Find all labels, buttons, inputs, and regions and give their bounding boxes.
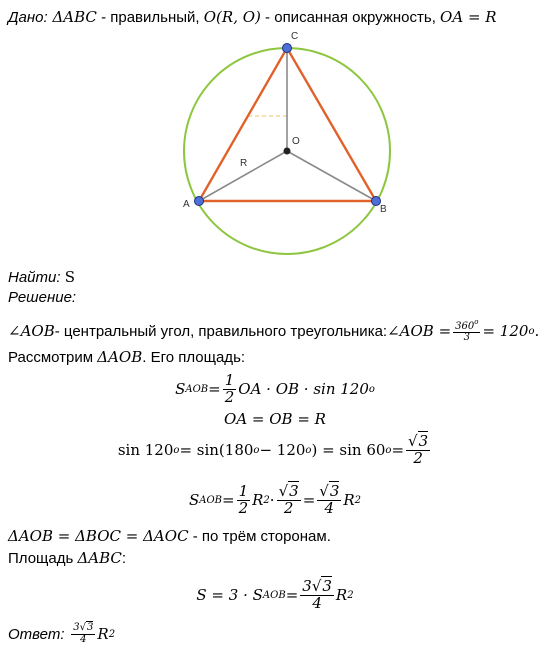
given-circle: O(R, O): [203, 8, 261, 26]
point-c: [283, 44, 292, 53]
final-formula: S = 3 · S AOB = $\frac{3√3}{4}$ R 2: [196, 576, 354, 612]
given-text-2: - описанная окружность,: [260, 9, 441, 26]
consider-line: Рассмотрим ΔAOB. Его площадь:: [8, 348, 246, 366]
find-line: [8, 268, 75, 286]
oa-ob-line: OA = OB = R: [224, 410, 326, 428]
given-label: Дано:: [8, 9, 48, 26]
triangle-figure: [0, 0, 550, 260]
given-text-1: - правильный,: [96, 9, 204, 26]
label-r: R: [240, 158, 248, 169]
answer-fraction: $\frac{3√3}{4}$: [73, 622, 94, 645]
answer-label: Ответ:: [8, 625, 65, 643]
point-o: [284, 148, 291, 155]
central-angle-c: ∠AOB =: [387, 322, 452, 340]
given-triangle: ΔABC: [52, 8, 97, 26]
given-radius-eq: OA = R: [440, 8, 497, 26]
find-label: Найти:: [8, 269, 61, 286]
label-o: O: [292, 136, 300, 147]
fraction-sqrt3-2: $\frac{√3}{2}$: [408, 431, 429, 467]
central-angle-a: ∠AOB: [8, 322, 55, 340]
label-c: C: [291, 31, 299, 42]
equal-triangles-line: ΔAOB = ΔBOC = ΔAOC - по трём сторонам.: [8, 527, 331, 545]
central-angle-d: = 120: [482, 322, 529, 340]
fraction-half: $\frac{1}{2}$: [224, 370, 235, 406]
area-formula: S AOB = $\frac{1}{2}$ OA · OB · sin 120 o: [175, 370, 375, 406]
area-result-line: S AOB = $\frac{1}{2}$ R 2 · $\frac{√3}{2}$ = $\frac{√3}{4}$ R 2: [188, 481, 362, 517]
find-value: S: [64, 268, 75, 286]
area-abc-line: Площадь ΔABC:: [8, 549, 127, 567]
point-a: [195, 197, 204, 206]
central-angle-text: - центральный угол, правильного треугольника:: [54, 322, 388, 340]
fraction-360-3: $\frac{360^o}{3}$: [455, 317, 479, 343]
sin-line: sin 120 o = sin(180 o − 120 o ) = sin 60 o = $\frac{√3}{2}$: [117, 431, 429, 467]
central-angle-line: ∠AOB - центральный угол, правильного треугольника: ∠AOB = $\frac{360^o}{3}$ = 120 o .: [8, 317, 540, 343]
label-b: B: [380, 204, 387, 215]
answer-line: Ответ: $\frac{3√3}{4}$ R 2: [8, 622, 116, 645]
label-a: A: [183, 199, 190, 210]
solution-label: Решение:: [8, 289, 77, 306]
